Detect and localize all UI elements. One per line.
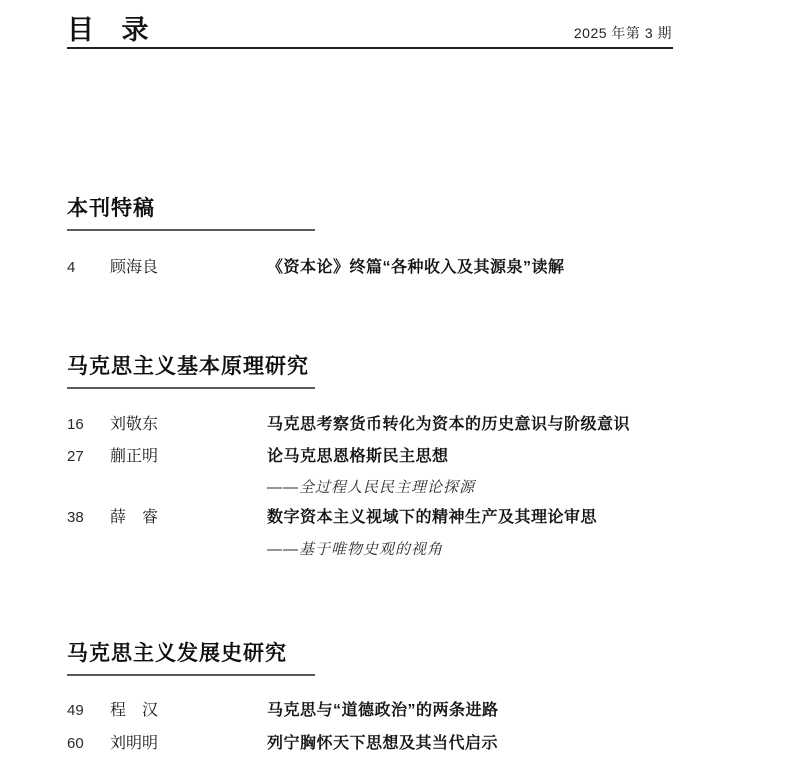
article-title: 数字资本主义视域下的精神生产及其理论审思 (267, 509, 598, 526)
author-name: 薛 睿 (110, 509, 159, 526)
section-heading: 本刊特稿 (67, 197, 155, 220)
toc-entry (67, 258, 759, 278)
section-head-basic-theory (67, 354, 315, 389)
page-number: 4 (67, 259, 76, 276)
page-title: 目 录 (67, 15, 151, 45)
article-subtitle: ——基于唯物史观的视角 (267, 541, 444, 558)
page-number: 60 (67, 735, 84, 752)
article-title: 列宁胸怀天下思想及其当代启示 (267, 735, 499, 752)
toc-entry (67, 701, 759, 721)
article-title: 论马克思恩格斯民主思想 (267, 448, 449, 465)
toc-entry (67, 508, 759, 528)
section-rule (67, 674, 315, 676)
section-heading: 马克思主义发展史研究 (67, 642, 287, 665)
author-name: 刘敬东 (110, 416, 159, 433)
page-header (67, 15, 673, 49)
section-heading: 马克思主义基本原理研究 (67, 355, 309, 378)
article-title: 马克思与“道德政治”的两条进路 (267, 702, 499, 719)
toc-entry (67, 447, 759, 467)
toc-entry (67, 415, 759, 435)
article-title: 《资本论》终篇“各种收入及其源泉”读解 (267, 259, 565, 276)
article-subtitle: ——全过程人民民主理论探源 (267, 479, 476, 496)
author-name: 刘明明 (110, 735, 159, 752)
author-name: 顾海良 (110, 259, 159, 276)
section-head-special (67, 196, 315, 231)
section-rule (67, 387, 315, 389)
article-title: 马克思考察货币转化为资本的历史意识与阶级意识 (267, 416, 631, 433)
page-number: 16 (67, 416, 84, 433)
section-rule (67, 229, 315, 231)
author-name: 程 汉 (110, 702, 159, 719)
section-head-history (67, 641, 315, 676)
toc-entry (67, 734, 759, 754)
page-number: 38 (67, 509, 84, 526)
page-number: 49 (67, 702, 84, 719)
issue-label: 2025 年第 3 期 (573, 25, 672, 41)
author-name: 蒯正明 (110, 448, 159, 465)
page-number: 27 (67, 448, 84, 465)
